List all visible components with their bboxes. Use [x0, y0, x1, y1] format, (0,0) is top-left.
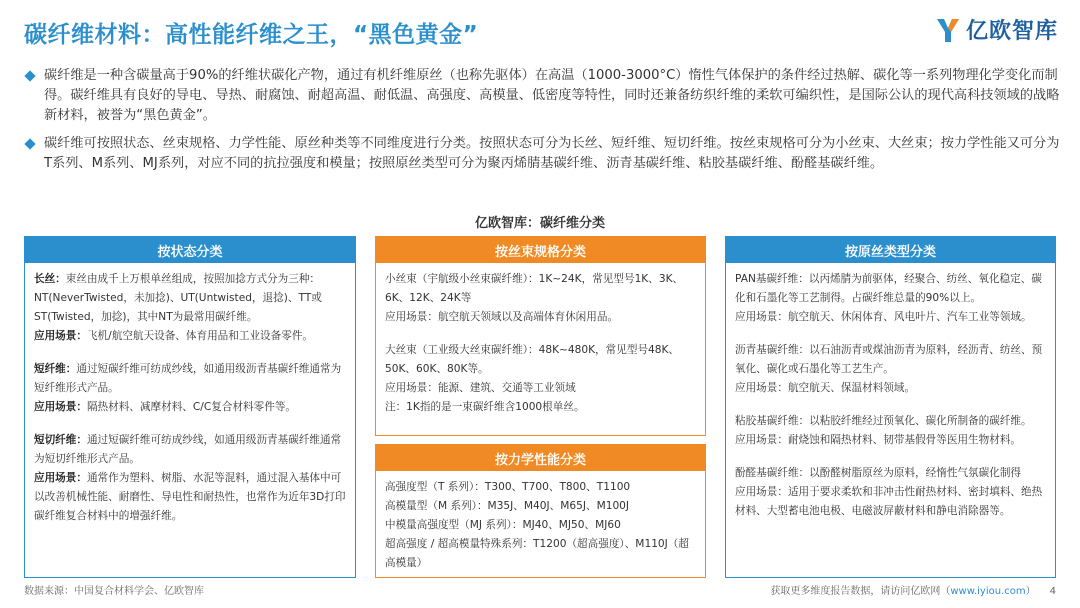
- panel-by-mechanics: [375, 444, 706, 578]
- diamond-bullet-icon: [24, 138, 35, 149]
- app-text: 通常作为塑料、树脂、水泥等混料，通过混入基体中可以改善机械性能、耐磨性、导电性和耐热性，也常作为近年3D打印碳纤维复合材料中的增强纤维。: [34, 472, 346, 522]
- mech-line: 中模量高强度型（MJ 系列）：MJ40、MJ50、MJ60: [385, 519, 621, 531]
- app-label: 应用场景：: [34, 472, 87, 484]
- panel-header: 按力学性能分类: [376, 445, 705, 471]
- logo-text: 亿欧智库: [965, 19, 1058, 44]
- panel-header: 按原丝类型分类: [726, 237, 1055, 263]
- diamond-bullet-icon: [24, 70, 35, 81]
- app-text: 飞机/航空航天设备、体育用品和工业设备零件。: [86, 330, 314, 342]
- panel-header: 按丝束规格分类: [376, 237, 705, 263]
- bullet-text: 碳纤维可按照状态、丝束规格、力学性能、原丝种类等不同维度进行分类。按照状态可分为长丝、短纤维、短切纤维。按丝束规格可分为小丝束、大丝束；按力学性能又可分为T系列、M系列、MJ系列，对应不同的抗拉强度和模量；按照原丝类型可分为聚丙烯腈基碳纤维、沥青基碳纤维、粘胶基碳纤维、酚醛基碳纤维。: [44, 136, 1060, 171]
- footer-more-text: 获取更多维度报告数据，请访问亿欧网（: [770, 586, 951, 597]
- precursor-pan-app: 应用场景：航空航天、休闲体育、风电叶片、汽车工业等领域。: [735, 311, 1032, 323]
- panel-body: [376, 471, 705, 580]
- page-title: 碳纤维材料：高性能纤维之王，“黑色黄金”: [24, 22, 479, 48]
- logo-icon: [934, 16, 962, 44]
- bullet-text: 碳纤维是一种含碳量高于90%的纤维状碳化产物，通过有机纤维原丝（也称先驱体）在高温（1000-3000°C）惰性气体保护的条件经过热解、碳化等一系列物理化学变化而制得。碳纤维具有良好的导电、导热、耐腐蚀、耐超高温、耐低温、高强度、高模量、低密度等特性，同时还兼备纺织纤维的柔软可编织性，是国际公认的现代高科技领域的战略新材料，被誉为“黑色黄金”。: [44, 68, 1060, 123]
- panel-by-state: [24, 236, 356, 578]
- mech-line: 超高强度 / 超高模量特殊系列：T1200（超高强度）、M110J（超高模量）: [385, 538, 689, 569]
- app-text: 隔热材料、减摩材料、C/C复合材料零件等。: [86, 401, 297, 413]
- app-label: 应用场景：: [34, 401, 87, 413]
- tow-note: 注：1K指的是一束碳纤维含1000根单丝。: [385, 401, 585, 413]
- term-label: 短切纤维：: [34, 434, 87, 446]
- tow-large-app: 应用场景：能源、建筑、交通等工业领域: [385, 382, 576, 394]
- panel-body: [376, 263, 705, 424]
- tow-large: 大丝束（工业级大丝束碳纤维）：48K~480K，常见型号48K、50K、60K、80K等。: [385, 344, 680, 375]
- brand-logo: [934, 14, 1058, 45]
- mech-line: 高强度型（T 系列）：T300、T700、T800、T1100: [385, 481, 631, 493]
- page-number: 4: [1049, 586, 1056, 597]
- tow-small-app: 应用场景：航空航天领域以及高端体育休闲用品。: [385, 311, 619, 323]
- footer-close-paren: ）: [1025, 586, 1036, 597]
- website-link[interactable]: www.iyiou.com: [950, 586, 1026, 597]
- panel-by-precursor: [725, 236, 1056, 578]
- intro-bullets: [24, 66, 1060, 182]
- bullet-item: [24, 66, 1060, 126]
- panel-header: 按状态分类: [25, 237, 355, 263]
- precursor-pitch-app: 应用场景：航空航天、保温材料领域。: [735, 382, 916, 394]
- precursor-phenolic: 酚醛基碳纤维：以酚醛树脂原丝为原料，经惰性气氛碳化制得: [735, 467, 1022, 479]
- footer-note: [770, 582, 1056, 597]
- app-label: 应用场景：: [34, 330, 87, 342]
- data-source: 数据来源：中国复合材料学会、亿欧智库: [24, 586, 204, 597]
- term-text: 通过短碳纤维可纺成纱线，如通用级沥青基碳纤维通常为短切纤维形式产品。: [34, 434, 342, 465]
- precursor-rayon-app: 应用场景：耐烧蚀和隔热材料、韧带基假骨等医用生物材料。: [735, 434, 1022, 446]
- tow-small: 小丝束（宇航级小丝束碳纤维）：1K~24K，常见型号1K、3K、6K、12K、24K等: [385, 273, 684, 304]
- term-text: 通过短碳纤维可纺成纱线，如通用级沥青基碳纤维通常为短纤维形式产品。: [34, 363, 342, 394]
- mech-line: 高模量型（M 系列）：M35J、M40J、M65J、M100J: [385, 500, 630, 512]
- term-text: 束丝由成千上万根单丝组成，按照加捻方式分为三种：NT(NeverTwisted，未加捻)、UT(Untwisted，退捻)、TT或ST(Twisted，加捻)，其中NT为最常用碳纤维。: [34, 273, 322, 323]
- term-label: 短纤维：: [34, 363, 77, 375]
- panel-body: [25, 263, 355, 533]
- panel-by-tow: [375, 236, 706, 436]
- diagram-title: 亿欧智库：碳纤维分类: [474, 216, 605, 231]
- term-label: 长丝：: [34, 273, 66, 285]
- precursor-rayon: 粘胶基碳纤维：以粘胶纤维经过预氧化、碳化所制备的碳纤维。: [735, 415, 1032, 427]
- panel-body: [726, 263, 1055, 528]
- precursor-pitch: 沥青基碳纤维：以石油沥青或煤油沥青为原料，经沥青、纺丝、预氧化、碳化或石墨化等工艺生产。: [735, 344, 1043, 375]
- precursor-phenolic-app: 应用场景：适用于要求柔软和非冲击性耐热材料、密封填料、绝热材料、大型蓄电池电极、电磁波屏蔽材料和静电消除器等。: [735, 486, 1043, 517]
- precursor-pan: PAN基碳纤维：以丙烯腈为前驱体，经聚合、纺丝、氧化稳定、碳化和石墨化等工艺制得。占碳纤维总量的90%以上。: [735, 273, 1042, 304]
- bullet-item: [24, 134, 1060, 174]
